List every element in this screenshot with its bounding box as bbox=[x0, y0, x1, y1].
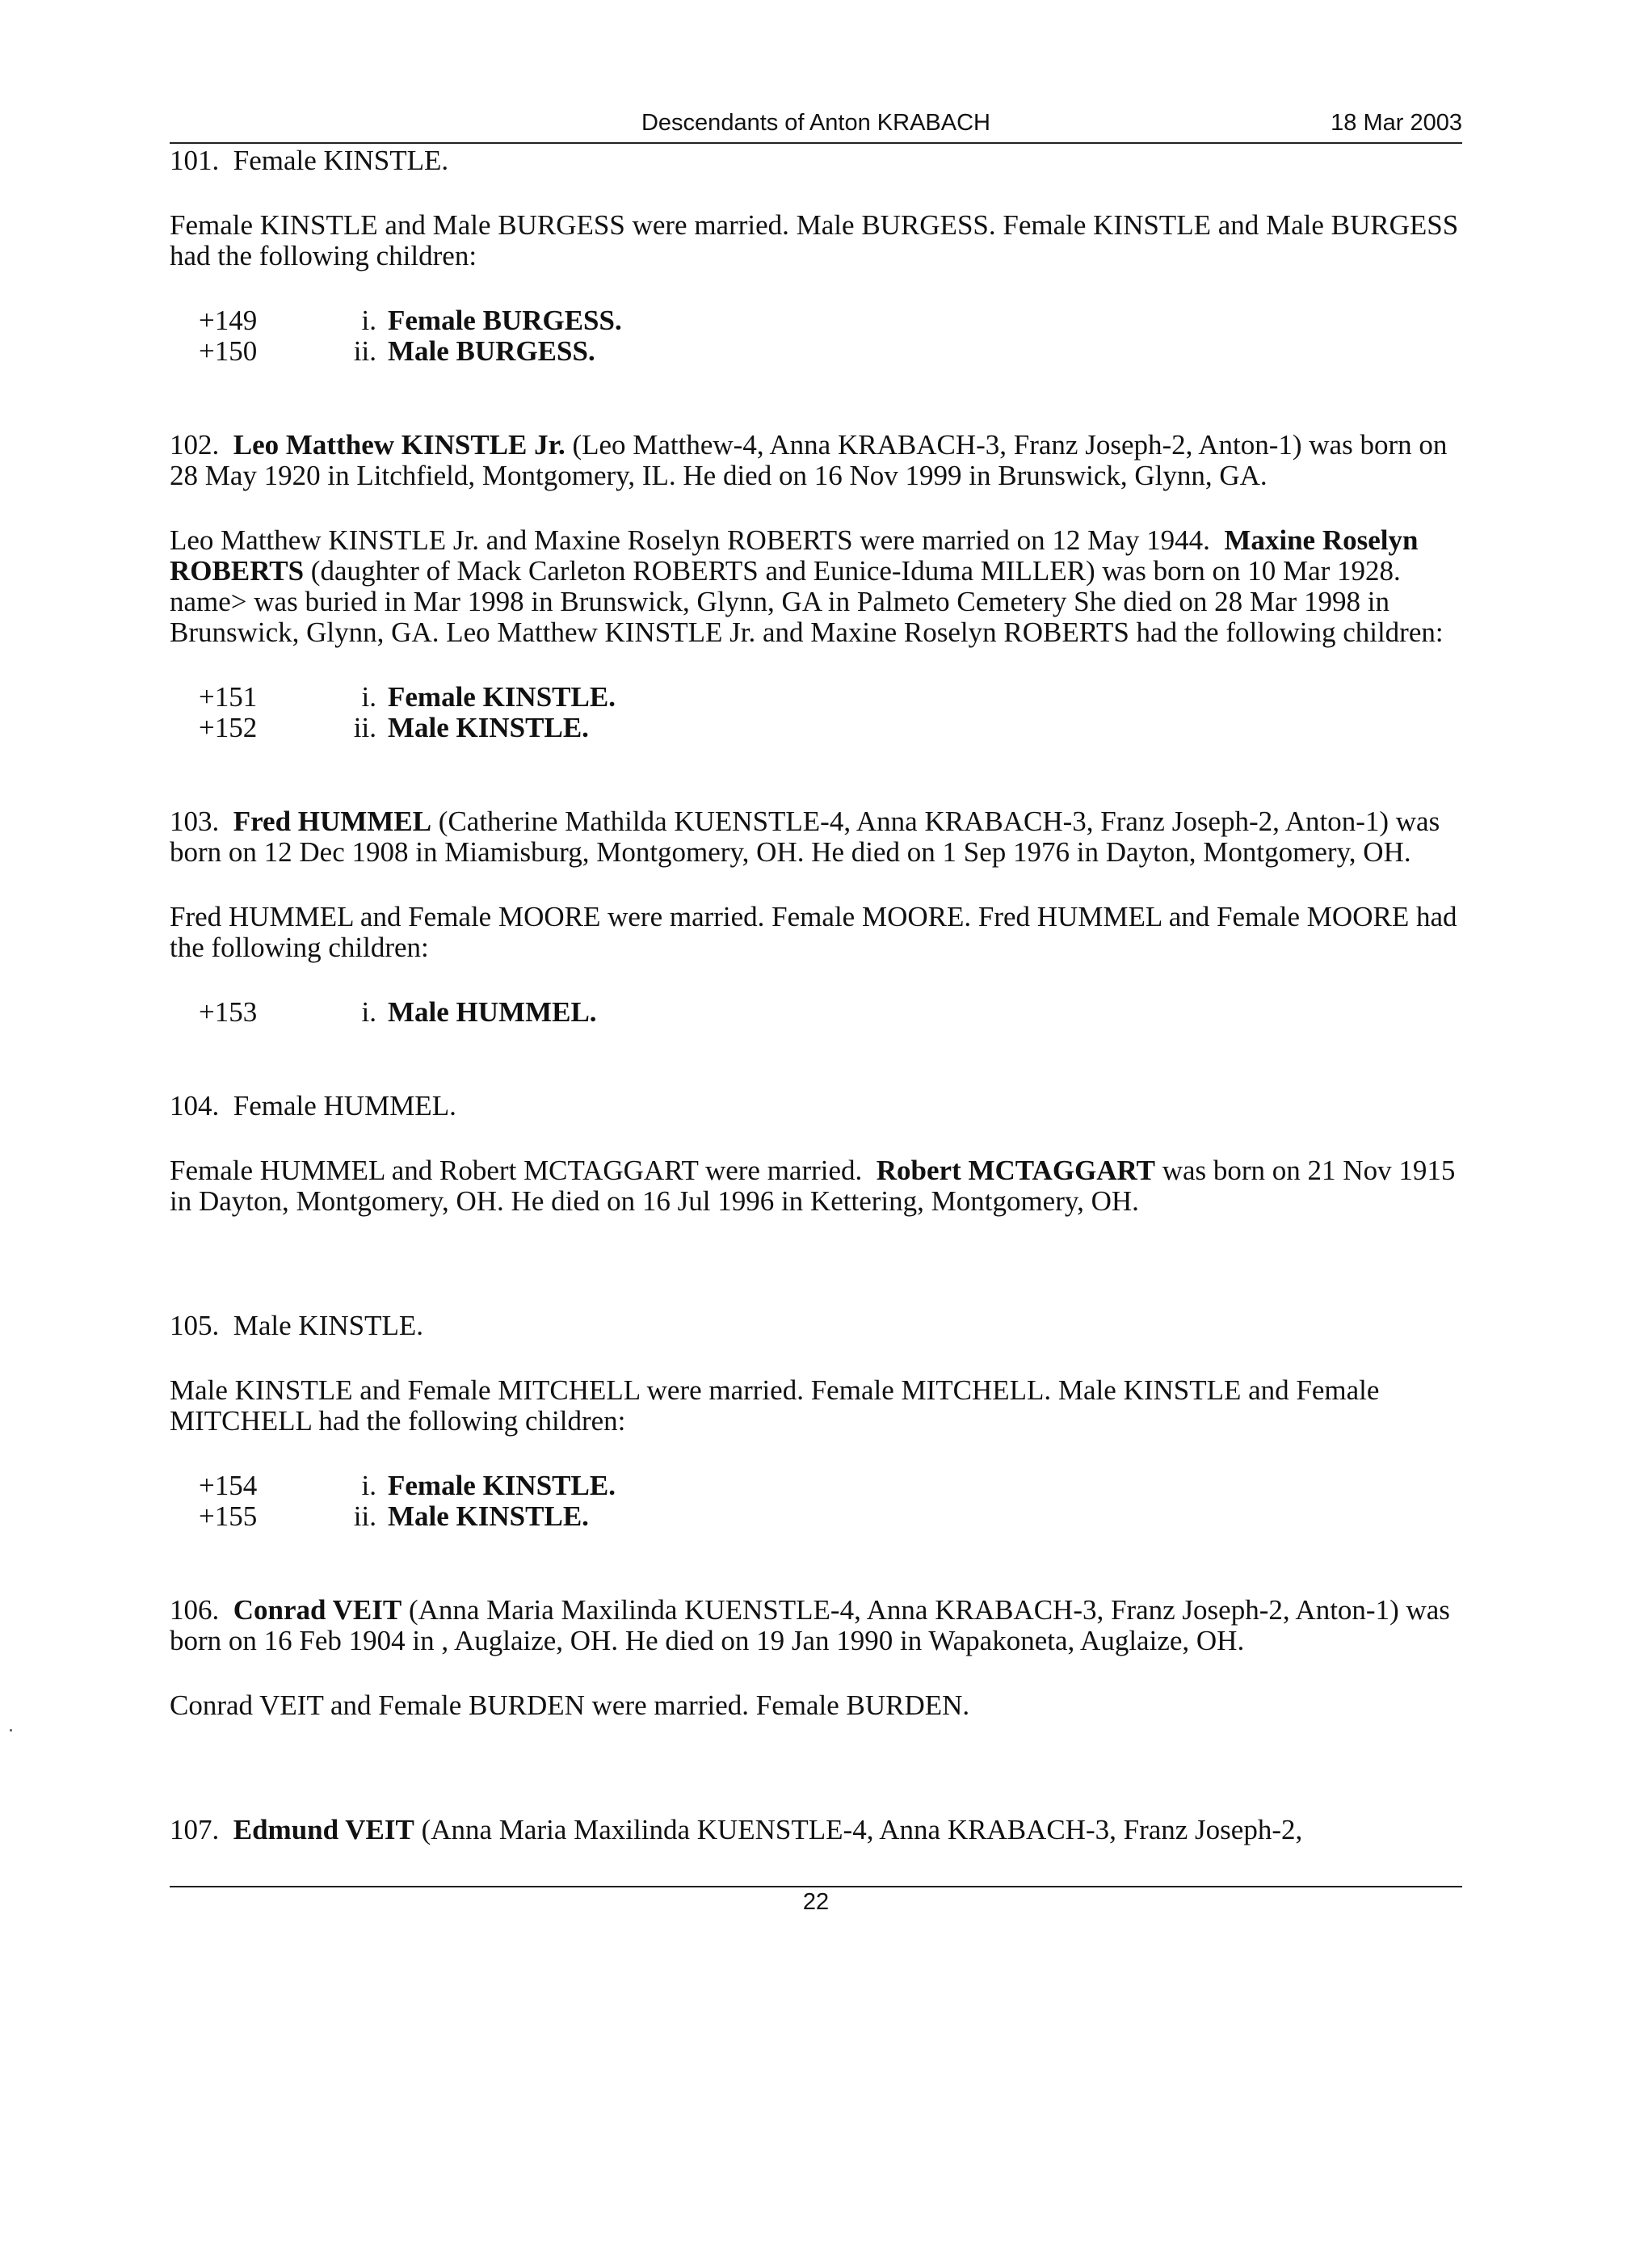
document-title: Descendants of Anton KRABACH bbox=[641, 110, 990, 136]
child-row bbox=[170, 305, 1462, 336]
child-name: Male HUMMEL. bbox=[388, 996, 597, 1028]
entry-number: 102. bbox=[170, 429, 220, 461]
child-number: +151 bbox=[199, 681, 258, 713]
child-name: Female KINSTLE. bbox=[388, 681, 616, 713]
child-name: Female BURGESS. bbox=[388, 305, 622, 336]
entry-details: (Catherine Mathilda KUENSTLE-4, Anna KRABACH-3, Franz Joseph-2, Anton-1) was born on 12 Dec 1908 in Miamisburg, Montgomery, OH. He died on 1 Sep 1976 in Dayton, Montgomery, OH. bbox=[170, 806, 1440, 868]
entry-number: 105. bbox=[170, 1310, 220, 1341]
child-name: Male KINSTLE. bbox=[388, 712, 589, 743]
entry-name: Female HUMMEL. bbox=[233, 1090, 456, 1121]
child-row bbox=[170, 1471, 1462, 1501]
children-list bbox=[170, 997, 1462, 1028]
entry-name: Edmund VEIT bbox=[233, 1814, 414, 1845]
spouse-name: Maxine Roselyn ROBERTS bbox=[170, 524, 1419, 587]
entry-details: (Leo Matthew-4, Anna KRABACH-3, Franz Joseph-2, Anton-1) was born on 28 May 1920 in Litchfield, Montgomery, IL. He died on 16 Nov 1999 in Brunswick, Glynn, GA. bbox=[170, 429, 1448, 491]
children-list bbox=[170, 1471, 1462, 1532]
child-roman: i. bbox=[361, 1470, 376, 1501]
child-name: Male BURGESS. bbox=[388, 335, 595, 367]
children-list bbox=[170, 682, 1462, 743]
entry-details: (Anna Maria Maxilinda KUENSTLE-4, Anna KRABACH-3, Franz Joseph-2, bbox=[421, 1814, 1303, 1845]
page-body bbox=[170, 145, 1462, 1845]
child-number: +153 bbox=[199, 996, 258, 1028]
marriage-paragraph bbox=[170, 525, 1462, 648]
footer-rule bbox=[170, 1886, 1462, 1887]
marriage-text: Leo Matthew KINSTLE Jr. and Maxine Roselyn ROBERTS were married on 12 May 1944. bbox=[170, 524, 1210, 556]
spouse-details: (daughter of Mack Carleton ROBERTS and Eunice-Iduma MILLER) was born on 10 Mar 1928. name> was buried in Mar 1998 in Brunswick, Glynn, GA in Palmeto Cemetery She died on 28 Mar 1998 in Brunswick, Glynn, GA. Leo Matthew KINSTLE Jr. and Maxine Roselyn ROBERTS had the following children: bbox=[170, 555, 1444, 648]
spouse-name: Robert MCTAGGART bbox=[876, 1155, 1155, 1186]
entry-name: Male KINSTLE. bbox=[233, 1310, 423, 1341]
child-number: +149 bbox=[199, 305, 258, 336]
child-number: +150 bbox=[199, 335, 258, 367]
marriage-paragraph: Fred HUMMEL and Female MOORE were married. Female MOORE. Fred HUMMEL and Female MOORE had the following children: bbox=[170, 901, 1457, 963]
child-number: +154 bbox=[199, 1470, 258, 1501]
child-name: Male KINSTLE. bbox=[388, 1500, 589, 1532]
entry-name: Female KINSTLE. bbox=[233, 145, 449, 176]
entry-heading bbox=[170, 145, 1462, 176]
marriage-paragraph bbox=[170, 1155, 1462, 1217]
entry-heading bbox=[170, 1091, 1462, 1121]
entry-number: 103. bbox=[170, 806, 220, 837]
marriage-paragraph: Female KINSTLE and Male BURGESS were married. Male BURGESS. Female KINSTLE and Male BURGESS had the following children: bbox=[170, 209, 1459, 271]
entry-name: Fred HUMMEL bbox=[233, 806, 432, 837]
marriage-text: Female HUMMEL and Robert MCTAGGART were married. bbox=[170, 1155, 863, 1186]
entry-name: Conrad VEIT bbox=[233, 1594, 402, 1626]
child-row bbox=[170, 1501, 1462, 1532]
marriage-paragraph: Male KINSTLE and Female MITCHELL were married. Female MITCHELL. Male KINSTLE and Female MITCHELL had the following children: bbox=[170, 1374, 1380, 1437]
entry-heading bbox=[170, 806, 1462, 868]
header-rule bbox=[170, 142, 1462, 144]
child-row bbox=[170, 336, 1462, 367]
page-header bbox=[170, 110, 1462, 142]
entry-details: (Anna Maria Maxilinda KUENSTLE-4, Anna KRABACH-3, Franz Joseph-2, Anton-1) was born on 16 Feb 1904 in , Auglaize, OH. He died on 19 Jan 1990 in Wapakoneta, Auglaize, OH. bbox=[170, 1594, 1450, 1656]
entry-number: 107. bbox=[170, 1814, 220, 1845]
spouse-details: was born on 21 Nov 1915 in Dayton, Montgomery, OH. He died on 16 Jul 1996 in Kettering, Montgomery, OH. bbox=[170, 1155, 1456, 1217]
page-number: 22 bbox=[802, 1889, 830, 1915]
child-row bbox=[170, 682, 1462, 713]
entry-number: 106. bbox=[170, 1594, 220, 1626]
child-roman: ii. bbox=[353, 712, 376, 743]
child-row bbox=[170, 713, 1462, 743]
child-number: +155 bbox=[199, 1500, 258, 1532]
entry-number: 101. bbox=[170, 145, 220, 176]
child-number: +152 bbox=[199, 712, 258, 743]
entry-heading bbox=[170, 1815, 1462, 1845]
child-roman: i. bbox=[361, 996, 376, 1028]
child-roman: i. bbox=[361, 305, 376, 336]
child-roman: ii. bbox=[353, 335, 376, 367]
children-list bbox=[170, 305, 1462, 367]
entry-heading bbox=[170, 430, 1462, 491]
child-roman: i. bbox=[361, 681, 376, 713]
document-date: 18 Mar 2003 bbox=[1331, 110, 1462, 136]
child-row bbox=[170, 997, 1462, 1028]
child-name: Female KINSTLE. bbox=[388, 1470, 616, 1501]
entry-heading bbox=[170, 1595, 1462, 1656]
scan-speck bbox=[10, 1729, 12, 1732]
child-roman: ii. bbox=[353, 1500, 376, 1532]
entry-number: 104. bbox=[170, 1090, 220, 1121]
entry-name: Leo Matthew KINSTLE Jr. bbox=[233, 429, 565, 461]
marriage-paragraph: Conrad VEIT and Female BURDEN were married. Female BURDEN. bbox=[170, 1689, 970, 1721]
entry-heading bbox=[170, 1311, 1462, 1341]
